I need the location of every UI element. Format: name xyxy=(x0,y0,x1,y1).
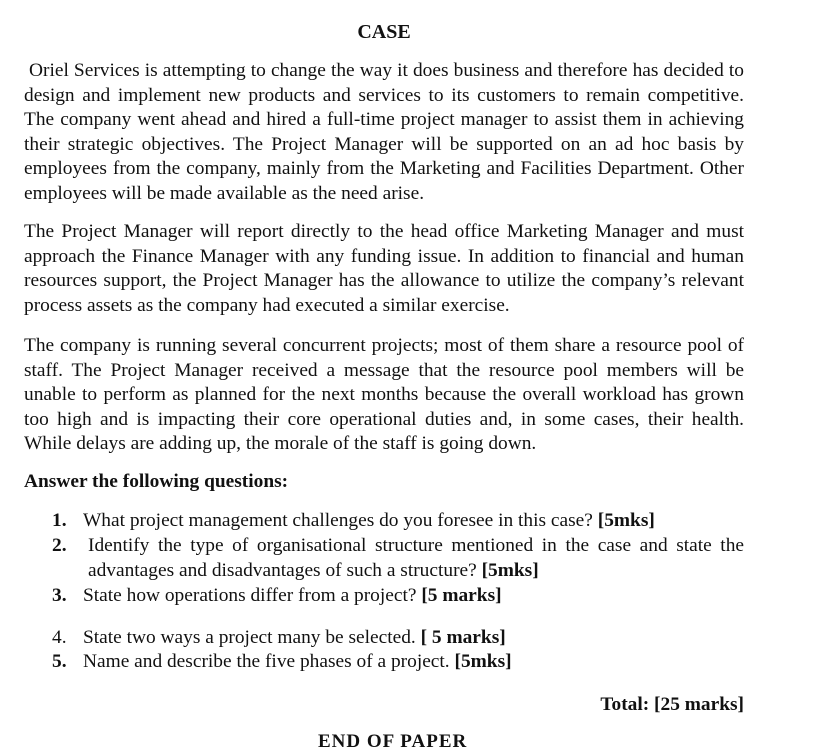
question-item-3 xyxy=(52,584,744,609)
question-item-5 xyxy=(52,650,744,675)
question-number: 3. xyxy=(52,585,67,606)
case-paragraph-1: Oriel Services is attempting to change the way it does business and therefore has decided to design and implement new products and services to its customers to remain competitive. The company went ahead and hired a full-time project manager to assist them in achieving their strategic objectives. The Project Manager will be supported on an ad hoc basis by employees from the company, mainly from the Marketing and Facilities Department. Other employees will be made available as the need arise. xyxy=(24,60,744,204)
question-text: Identify the type of organisational structure mentioned in the case and state the advantages and disadvantages of such a structure? xyxy=(88,535,744,581)
question-marks: [5mks] xyxy=(481,559,539,581)
question-marks: [5mks] xyxy=(597,510,655,531)
question-text: What project management challenges do you foresee in this case? xyxy=(83,510,598,531)
question-number: 5. xyxy=(52,651,67,672)
question-number: 1. xyxy=(52,510,67,531)
question-marks: [ 5 marks] xyxy=(420,627,506,648)
case-paragraph-3: The company is running several concurrent projects; most of them share a resource pool of staff. The Project Manager received a message that the resource pool members will be unable to perform as planned for the next months because the overall workload has grown too high and is impacting their core operational duties and, in some cases, their health. While delays are adding up, the morale of the staff is going down. xyxy=(24,335,744,455)
question-item-1 xyxy=(52,509,744,534)
question-item-4 xyxy=(52,626,744,651)
question-number: 4. xyxy=(52,627,67,648)
case-heading: CASE xyxy=(357,21,411,43)
question-text: State how operations differ from a project? xyxy=(83,585,422,606)
question-marks: [5 marks] xyxy=(421,585,502,606)
question-number: 2. xyxy=(52,535,67,556)
questions-heading: Answer the following questions: xyxy=(24,471,289,492)
end-of-paper: END OF PAPER xyxy=(318,731,468,752)
question-marks: [5mks] xyxy=(454,651,512,672)
question-text: Name and describe the five phases of a project. xyxy=(83,651,455,672)
case-paragraph-2: The Project Manager will report directly to the head office Marketing Manager and must approach the Finance Manager with any funding issue. In addition to financial and human resources support, the Project Manager has the allowance to utilize the company’s relevant process assets as the company had executed a similar exercise. xyxy=(24,221,744,316)
total-marks: Total: [25 marks] xyxy=(600,694,744,715)
question-item-2 xyxy=(52,534,744,583)
question-text: State two ways a project many be selected. xyxy=(83,627,421,648)
